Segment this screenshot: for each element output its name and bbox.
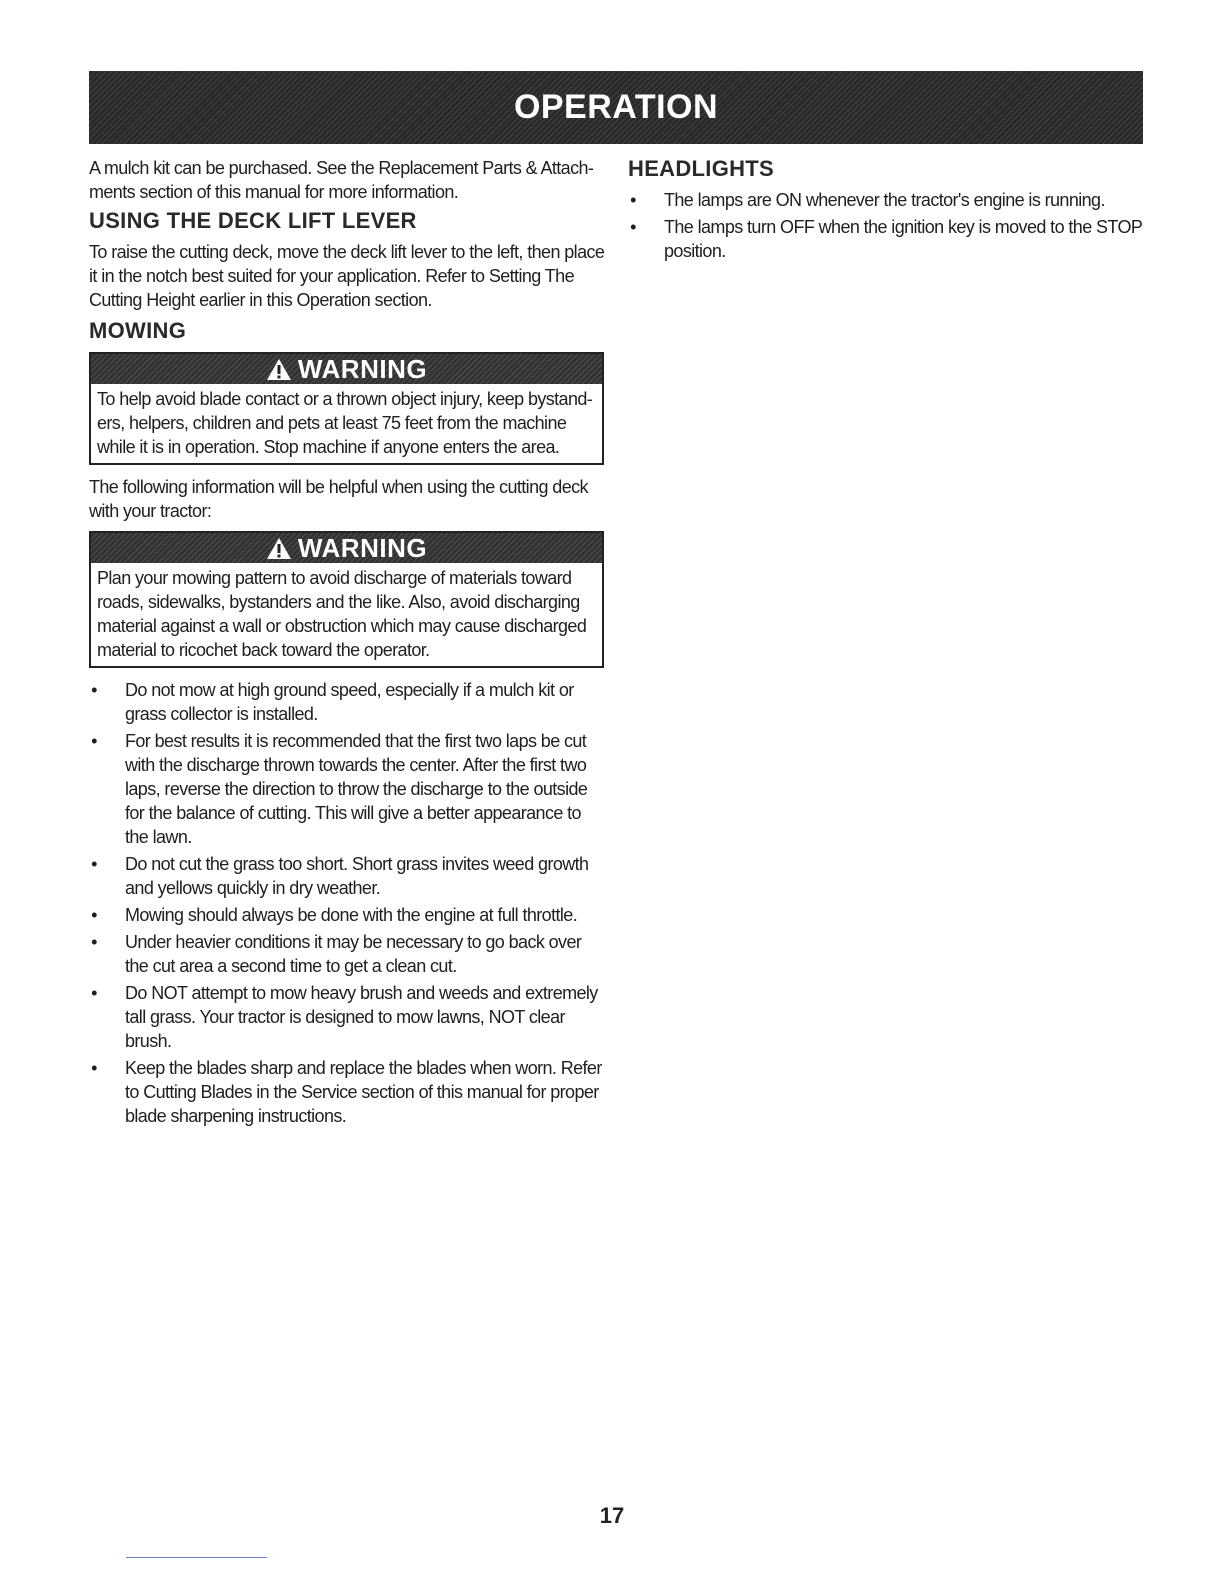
list-item: • Do NOT attempt to mow heavy brush and weeds and extremely tall grass. Your tractor is designed to mow lawns, NOT clear brush.: [89, 981, 607, 1053]
deck-lift-heading: USING THE DECK LIFT LEVER: [89, 208, 417, 233]
warning-triangle-icon: [266, 537, 292, 560]
list-item: • Do not mow at high ground speed, especially if a mulch kit or grass collector is installed.: [89, 678, 607, 726]
warning-text: To help avoid blade contact or a thrown object injury, keep bystand- ers, helpers, children and pets at least 75 feet from the machine while it is in operation. Stop machine if anyone enters the area.: [97, 389, 593, 457]
right-column: [628, 156, 1143, 266]
warning-header: [91, 354, 602, 384]
list-item: • For best results it is recommended that the first two laps be cut with the discharge thrown towards the center. After the first two laps, reverse the direction to throw the discharge to the outside for the balance of cutting. This will give a better appearance to the lawn.: [89, 729, 607, 849]
list-item: • The lamps are ON whenever the tractor's engine is running.: [628, 188, 1143, 212]
bullet-icon: •: [91, 854, 97, 874]
warning-title: WARNING: [297, 353, 428, 384]
section-title: OPERATION: [513, 88, 719, 126]
bullet-icon: •: [91, 932, 97, 952]
list-item: • Do not cut the grass too short. Short grass invites weed growth and yellows quickly in dry weather.: [89, 852, 607, 900]
following-info-paragraph: The following information will be helpful when using the cutting deck with your tractor:: [89, 477, 588, 521]
bullet-icon: •: [91, 680, 97, 700]
left-column: [89, 156, 607, 1131]
bullet-icon: •: [630, 190, 636, 210]
warning-header: [91, 533, 602, 563]
headlights-list: [628, 188, 1143, 263]
warning-title: WARNING: [297, 532, 428, 563]
page-number: 17: [599, 1503, 625, 1528]
footer-rule: [126, 1557, 267, 1558]
bullet-icon: •: [630, 217, 636, 237]
bullet-icon: •: [91, 731, 97, 751]
list-item: • Mowing should always be done with the engine at full throttle.: [89, 903, 607, 927]
warning-box-bystanders: [89, 352, 604, 465]
warning-text: Plan your mowing pattern to avoid discharge of materials toward roads, sidewalks, bystanders and the like. Also, avoid discharging material against a wall or obstruction which may cause discharged material to ricochet back toward the operator.: [97, 568, 587, 660]
deck-lift-paragraph: To raise the cutting deck, move the deck lift lever to the left, then place it in the notch best suited for your application. Refer to Setting The Cutting Height earlier in this Operation section.: [89, 242, 605, 310]
mowing-tips-list: [89, 678, 607, 1128]
mulch-kit-paragraph: A mulch kit can be purchased. See the Replacement Parts & Attach- ments section of this manual for more information.: [89, 158, 594, 202]
bullet-icon: •: [91, 983, 97, 1003]
bullet-icon: •: [91, 1058, 97, 1078]
bullet-icon: •: [91, 905, 97, 925]
list-item: • Keep the blades sharp and replace the blades when worn. Refer to Cutting Blades in the Service section of this manual for proper blade sharpening instructions.: [89, 1056, 607, 1128]
mowing-heading: MOWING: [89, 318, 187, 343]
headlights-heading: HEADLIGHTS: [628, 156, 774, 181]
section-banner: [89, 71, 1143, 144]
warning-box-discharge: [89, 531, 604, 668]
list-item: • The lamps turn OFF when the ignition key is moved to the STOP position.: [628, 215, 1143, 263]
warning-triangle-icon: [266, 358, 292, 381]
list-item: • Under heavier conditions it may be necessary to go back over the cut area a second time to get a clean cut.: [89, 930, 607, 978]
